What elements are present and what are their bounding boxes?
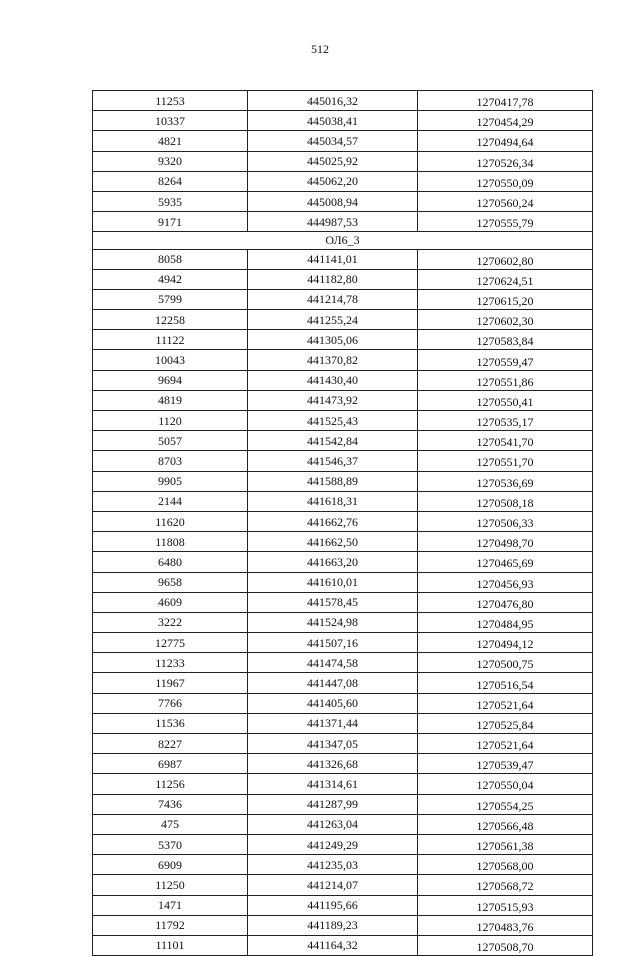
table-row (93, 411, 593, 431)
point-number-cell: 9320 (93, 151, 248, 171)
x-coordinate-cell: 441473,92 (248, 390, 418, 410)
table-row (93, 111, 593, 131)
y-coordinate-cell: 1270521,64 (418, 734, 593, 754)
table-row (93, 330, 593, 350)
point-number-cell: 7766 (93, 693, 248, 713)
x-coordinate-cell: 441235,03 (248, 855, 418, 875)
x-coordinate-cell: 441578,45 (248, 592, 418, 612)
point-number-cell: 4819 (93, 390, 248, 410)
y-coordinate-cell: 1270536,69 (418, 471, 593, 491)
y-coordinate-cell: 1270456,93 (418, 572, 593, 592)
point-number-cell: 11253 (93, 91, 248, 111)
x-coordinate-cell: 441430,40 (248, 370, 418, 390)
point-number-cell: 11250 (93, 875, 248, 895)
table-row (93, 734, 593, 754)
x-coordinate-cell: 441347,05 (248, 734, 418, 754)
table-row (93, 370, 593, 390)
x-coordinate-cell: 445038,41 (248, 111, 418, 131)
point-number-cell: 5935 (93, 191, 248, 211)
x-coordinate-cell: 441507,16 (248, 633, 418, 653)
table-row (93, 131, 593, 151)
table-row (93, 491, 593, 511)
x-coordinate-cell: 445062,20 (248, 171, 418, 191)
table-row (93, 511, 593, 531)
point-number-cell: 11792 (93, 915, 248, 935)
table-row (93, 151, 593, 171)
point-number-cell: 11101 (93, 935, 248, 955)
x-coordinate-cell: 441447,08 (248, 673, 418, 693)
point-number-cell: 11536 (93, 713, 248, 733)
y-coordinate-cell: 1270555,79 (418, 212, 593, 232)
y-coordinate-cell: 1270494,64 (418, 131, 593, 151)
y-coordinate-cell: 1270566,48 (418, 814, 593, 834)
y-coordinate-cell: 1270541,70 (418, 431, 593, 451)
table-row (93, 390, 593, 410)
x-coordinate-cell: 441214,07 (248, 875, 418, 895)
table-row (93, 794, 593, 814)
point-number-cell: 10043 (93, 350, 248, 370)
table-row (93, 935, 593, 955)
point-number-cell: 11808 (93, 532, 248, 552)
table-row (93, 673, 593, 693)
table-row (93, 572, 593, 592)
x-coordinate-cell: 441141,01 (248, 249, 418, 269)
y-coordinate-cell: 1270624,51 (418, 269, 593, 289)
x-coordinate-cell: 445016,32 (248, 91, 418, 111)
point-number-cell: 10337 (93, 111, 248, 131)
point-number-cell: 11256 (93, 774, 248, 794)
y-coordinate-cell: 1270560,24 (418, 191, 593, 211)
x-coordinate-cell: 441214,78 (248, 289, 418, 309)
y-coordinate-cell: 1270508,70 (418, 935, 593, 955)
coordinates-table-body (93, 91, 593, 956)
point-number-cell: 12258 (93, 310, 248, 330)
table-row (93, 774, 593, 794)
table-row (93, 633, 593, 653)
table-row (93, 171, 593, 191)
x-coordinate-cell: 441314,61 (248, 774, 418, 794)
y-coordinate-cell: 1270454,29 (418, 111, 593, 131)
y-coordinate-cell: 1270417,78 (418, 91, 593, 111)
table-row (93, 310, 593, 330)
table-row (93, 212, 593, 232)
table-row (93, 532, 593, 552)
table-row (93, 875, 593, 895)
table-row (93, 592, 593, 612)
table-row (93, 915, 593, 935)
table-row (93, 431, 593, 451)
coordinates-table (92, 90, 593, 956)
y-coordinate-cell: 1270615,20 (418, 289, 593, 309)
x-coordinate-cell: 441524,98 (248, 612, 418, 632)
x-coordinate-cell: 441287,99 (248, 794, 418, 814)
x-coordinate-cell: 445008,94 (248, 191, 418, 211)
x-coordinate-cell: 441249,29 (248, 834, 418, 854)
table-row (93, 91, 593, 111)
x-coordinate-cell: 441195,66 (248, 895, 418, 915)
table-row (93, 895, 593, 915)
point-number-cell: 1120 (93, 411, 248, 431)
x-coordinate-cell: 441370,82 (248, 350, 418, 370)
x-coordinate-cell: 441474,58 (248, 653, 418, 673)
table-row (93, 350, 593, 370)
table-row (93, 269, 593, 289)
point-number-cell: 8264 (93, 171, 248, 191)
table-row (93, 552, 593, 572)
y-coordinate-cell: 1270602,80 (418, 249, 593, 269)
x-coordinate-cell: 441405,60 (248, 693, 418, 713)
x-coordinate-cell: 441189,23 (248, 915, 418, 935)
point-number-cell: 4609 (93, 592, 248, 612)
table-row (93, 249, 593, 269)
y-coordinate-cell: 1270554,25 (418, 794, 593, 814)
y-coordinate-cell: 1270559,47 (418, 350, 593, 370)
x-coordinate-cell: 441662,50 (248, 532, 418, 552)
point-number-cell: 475 (93, 814, 248, 834)
point-number-cell: 4821 (93, 131, 248, 151)
point-number-cell: 2144 (93, 491, 248, 511)
x-coordinate-cell: 441588,89 (248, 471, 418, 491)
y-coordinate-cell: 1270465,69 (418, 552, 593, 572)
y-coordinate-cell: 1270476,80 (418, 592, 593, 612)
y-coordinate-cell: 1270526,34 (418, 151, 593, 171)
table-row (93, 814, 593, 834)
y-coordinate-cell: 1270550,41 (418, 390, 593, 410)
point-number-cell: 8703 (93, 451, 248, 471)
point-number-cell: 11620 (93, 511, 248, 531)
point-number-cell: 9658 (93, 572, 248, 592)
y-coordinate-cell: 1270484,95 (418, 612, 593, 632)
point-number-cell: 6480 (93, 552, 248, 572)
table-row (93, 471, 593, 491)
point-number-cell: 8058 (93, 249, 248, 269)
y-coordinate-cell: 1270561,38 (418, 834, 593, 854)
point-number-cell: 7436 (93, 794, 248, 814)
x-coordinate-cell: 441164,32 (248, 935, 418, 955)
table-row (93, 713, 593, 733)
y-coordinate-cell: 1270550,04 (418, 774, 593, 794)
x-coordinate-cell: 441525,43 (248, 411, 418, 431)
y-coordinate-cell: 1270498,70 (418, 532, 593, 552)
y-coordinate-cell: 1270568,00 (418, 855, 593, 875)
point-number-cell: 9905 (93, 471, 248, 491)
y-coordinate-cell: 1270515,93 (418, 895, 593, 915)
point-number-cell: 5057 (93, 431, 248, 451)
table-row (93, 191, 593, 211)
point-number-cell: 8227 (93, 734, 248, 754)
y-coordinate-cell: 1270500,75 (418, 653, 593, 673)
x-coordinate-cell: 441255,24 (248, 310, 418, 330)
section-label: ОЛ6_3 (93, 232, 593, 249)
y-coordinate-cell: 1270551,86 (418, 370, 593, 390)
point-number-cell: 6987 (93, 754, 248, 774)
point-number-cell: 5799 (93, 289, 248, 309)
y-coordinate-cell: 1270602,30 (418, 310, 593, 330)
x-coordinate-cell: 441610,01 (248, 572, 418, 592)
y-coordinate-cell: 1270539,47 (418, 754, 593, 774)
y-coordinate-cell: 1270525,84 (418, 713, 593, 733)
x-coordinate-cell: 441618,31 (248, 491, 418, 511)
x-coordinate-cell: 441542,84 (248, 431, 418, 451)
point-number-cell: 11967 (93, 673, 248, 693)
table-row (93, 612, 593, 632)
x-coordinate-cell: 445025,92 (248, 151, 418, 171)
x-coordinate-cell: 441263,04 (248, 814, 418, 834)
table-row (93, 289, 593, 309)
section-row (93, 232, 593, 249)
x-coordinate-cell: 441326,68 (248, 754, 418, 774)
y-coordinate-cell: 1270494,12 (418, 633, 593, 653)
x-coordinate-cell: 441662,76 (248, 511, 418, 531)
point-number-cell: 11233 (93, 653, 248, 673)
point-number-cell: 9171 (93, 212, 248, 232)
point-number-cell: 3222 (93, 612, 248, 632)
y-coordinate-cell: 1270483,76 (418, 915, 593, 935)
y-coordinate-cell: 1270521,64 (418, 693, 593, 713)
table-row (93, 451, 593, 471)
y-coordinate-cell: 1270550,09 (418, 171, 593, 191)
point-number-cell: 6909 (93, 855, 248, 875)
point-number-cell: 12775 (93, 633, 248, 653)
table-row (93, 693, 593, 713)
x-coordinate-cell: 441663,20 (248, 552, 418, 572)
point-number-cell: 11122 (93, 330, 248, 350)
x-coordinate-cell: 441371,44 (248, 713, 418, 733)
y-coordinate-cell: 1270516,54 (418, 673, 593, 693)
x-coordinate-cell: 441546,37 (248, 451, 418, 471)
page-number: 512 (311, 42, 329, 56)
table-row (93, 653, 593, 673)
point-number-cell: 9694 (93, 370, 248, 390)
point-number-cell: 4942 (93, 269, 248, 289)
table-row (93, 754, 593, 774)
x-coordinate-cell: 441305,06 (248, 330, 418, 350)
y-coordinate-cell: 1270551,70 (418, 451, 593, 471)
x-coordinate-cell: 445034,57 (248, 131, 418, 151)
x-coordinate-cell: 441182,80 (248, 269, 418, 289)
y-coordinate-cell: 1270506,33 (418, 511, 593, 531)
y-coordinate-cell: 1270508,18 (418, 491, 593, 511)
point-number-cell: 1471 (93, 895, 248, 915)
table-row (93, 834, 593, 854)
y-coordinate-cell: 1270568,72 (418, 875, 593, 895)
table-row (93, 855, 593, 875)
y-coordinate-cell: 1270535,17 (418, 411, 593, 431)
point-number-cell: 5370 (93, 834, 248, 854)
y-coordinate-cell: 1270583,84 (418, 330, 593, 350)
x-coordinate-cell: 444987,53 (248, 212, 418, 232)
